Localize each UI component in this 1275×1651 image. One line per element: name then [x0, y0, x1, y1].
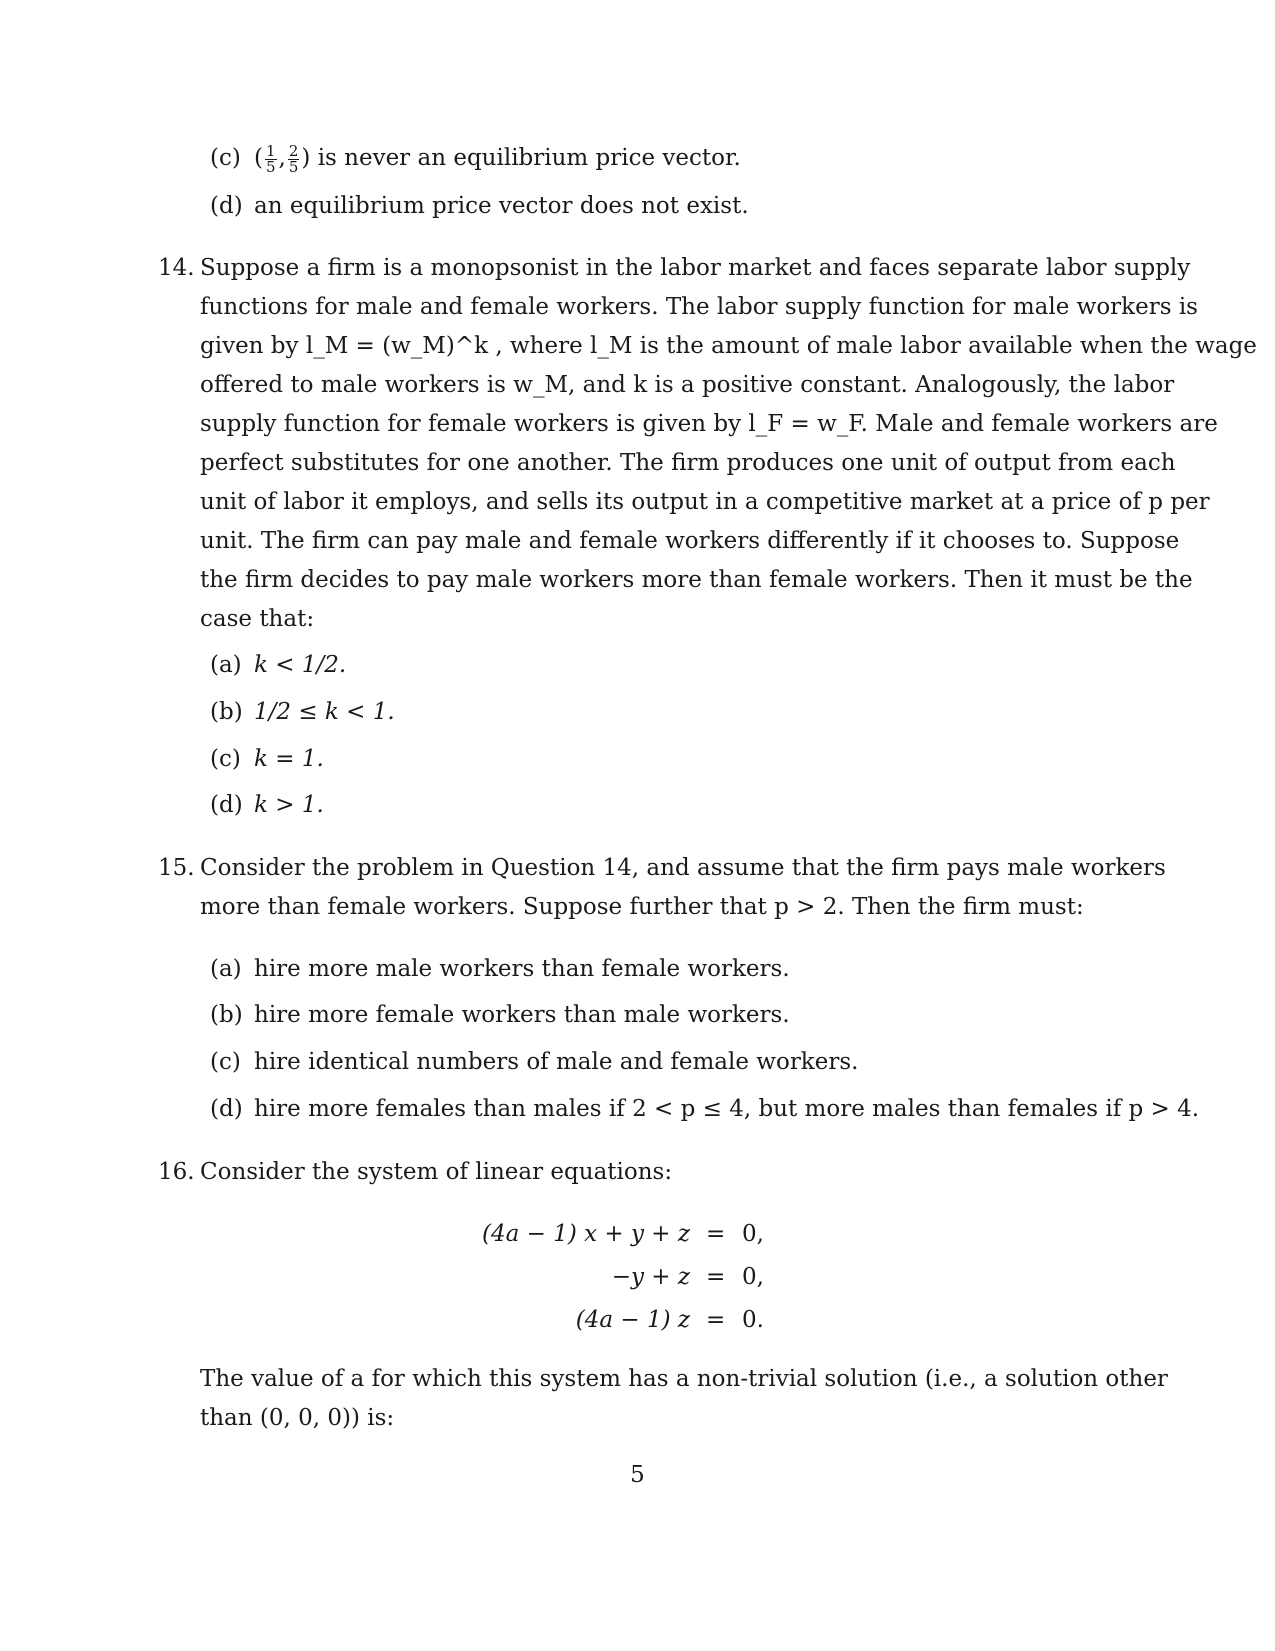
option-text: k > 1.	[254, 792, 324, 818]
option-text: 1/2 ≤ k < 1.	[254, 699, 395, 725]
q14-line: case that:	[200, 606, 315, 632]
q14-option-a	[210, 650, 346, 680]
q14-option-c	[210, 744, 324, 774]
option-text: hire more female workers than male workers.	[254, 1002, 790, 1028]
fraction: $\frac{1}{5}$	[265, 141, 276, 176]
option-text: k < 1/2.	[254, 652, 347, 678]
q14-line: functions for male and female workers. The labor supply function for male workers is	[200, 294, 1198, 320]
equation-lhs: (4a − 1) x + y + z	[482, 1221, 690, 1247]
q16-number: 16.	[158, 1159, 195, 1185]
q16-line: than (0, 0, 0)) is:	[200, 1405, 395, 1431]
equation-rhs: 0,	[742, 1221, 764, 1247]
page-number: 5	[630, 1462, 645, 1488]
option-text: an equilibrium price vector does not exist.	[254, 193, 749, 219]
option-text: k = 1.	[254, 746, 324, 772]
q14-number: 14.	[158, 255, 195, 281]
q14-line: unit of labor it employs, and sells its output in a competitive market at a price of p per	[200, 489, 1210, 515]
q15-line: Consider the problem in Question 14, and assume that the firm pays male workers	[200, 855, 1166, 881]
q14-body	[200, 249, 1257, 639]
option-label: (b)	[210, 699, 243, 725]
option-label: (b)	[210, 1002, 243, 1028]
equation-lhs: (4a − 1) z	[575, 1307, 690, 1333]
price-vector: ( $\frac{1}{5}$ , $\frac{2}{5}$ )	[254, 141, 311, 176]
option-label: (a)	[210, 652, 242, 678]
option-label: (a)	[210, 956, 242, 982]
q14-line: the firm decides to pay male workers more than female workers. Then it must be the	[200, 567, 1193, 593]
option-text: hire more male workers than female workers.	[254, 956, 790, 982]
q15-body	[200, 849, 1166, 927]
q14-option-d	[210, 790, 324, 820]
q15-number: 15.	[158, 855, 195, 881]
equation-rhs: 0,	[742, 1264, 764, 1290]
q14-line: given by l_M = (w_M)^k , where l_M is the amount of male labor available when the wage	[200, 333, 1257, 359]
q14-line: Suppose a firm is a monopsonist in the labor market and faces separate labor supply	[200, 255, 1191, 281]
q15-option-b	[210, 1000, 790, 1030]
q14-line: unit. The firm can pay male and female workers differently if it chooses to. Suppose	[200, 528, 1180, 554]
q16-line: The value of a for which this system has a non-trivial solution (i.e., a solution other	[200, 1366, 1168, 1392]
equation-sign: =	[706, 1264, 726, 1290]
option-label: (d)	[210, 1096, 243, 1122]
q15-line: more than female workers. Suppose further that p > 2. Then the firm must:	[200, 894, 1084, 920]
option-label: (c)	[210, 746, 241, 772]
q14-line: perfect substitutes for one another. The firm produces one unit of output from each	[200, 450, 1176, 476]
q15-option-a	[210, 954, 790, 984]
fraction: $\frac{2}{5}$	[288, 141, 299, 176]
q15-option-c	[210, 1047, 858, 1077]
equation-lhs: −y + z	[611, 1264, 690, 1290]
q15-option-d	[210, 1094, 1199, 1124]
equation-sign: =	[706, 1221, 726, 1247]
option-text: hire identical numbers of male and female workers.	[254, 1049, 859, 1075]
equation-sign: =	[706, 1307, 726, 1333]
option-label: (c)	[210, 145, 241, 171]
option-label: (c)	[210, 1049, 241, 1075]
q16-closing	[200, 1360, 1168, 1438]
q16-intro: Consider the system of linear equations:	[200, 1159, 673, 1185]
q13-option-c	[210, 143, 741, 175]
equation-rhs: 0.	[742, 1307, 764, 1333]
option-text: hire more females than males if 2 < p ≤ 4, but more males than females if p > 4.	[254, 1096, 1200, 1122]
option-label: (d)	[210, 792, 243, 818]
option-label: (d)	[210, 193, 243, 219]
q14-option-b	[210, 697, 395, 727]
option-text: is never an equilibrium price vector.	[317, 145, 741, 171]
q13-option-d	[210, 191, 749, 221]
q14-line: offered to male workers is w_M, and k is a positive constant. Analogously, the labor	[200, 372, 1175, 398]
q14-line: supply function for female workers is given by l_F = w_F. Male and female workers are	[200, 411, 1218, 437]
